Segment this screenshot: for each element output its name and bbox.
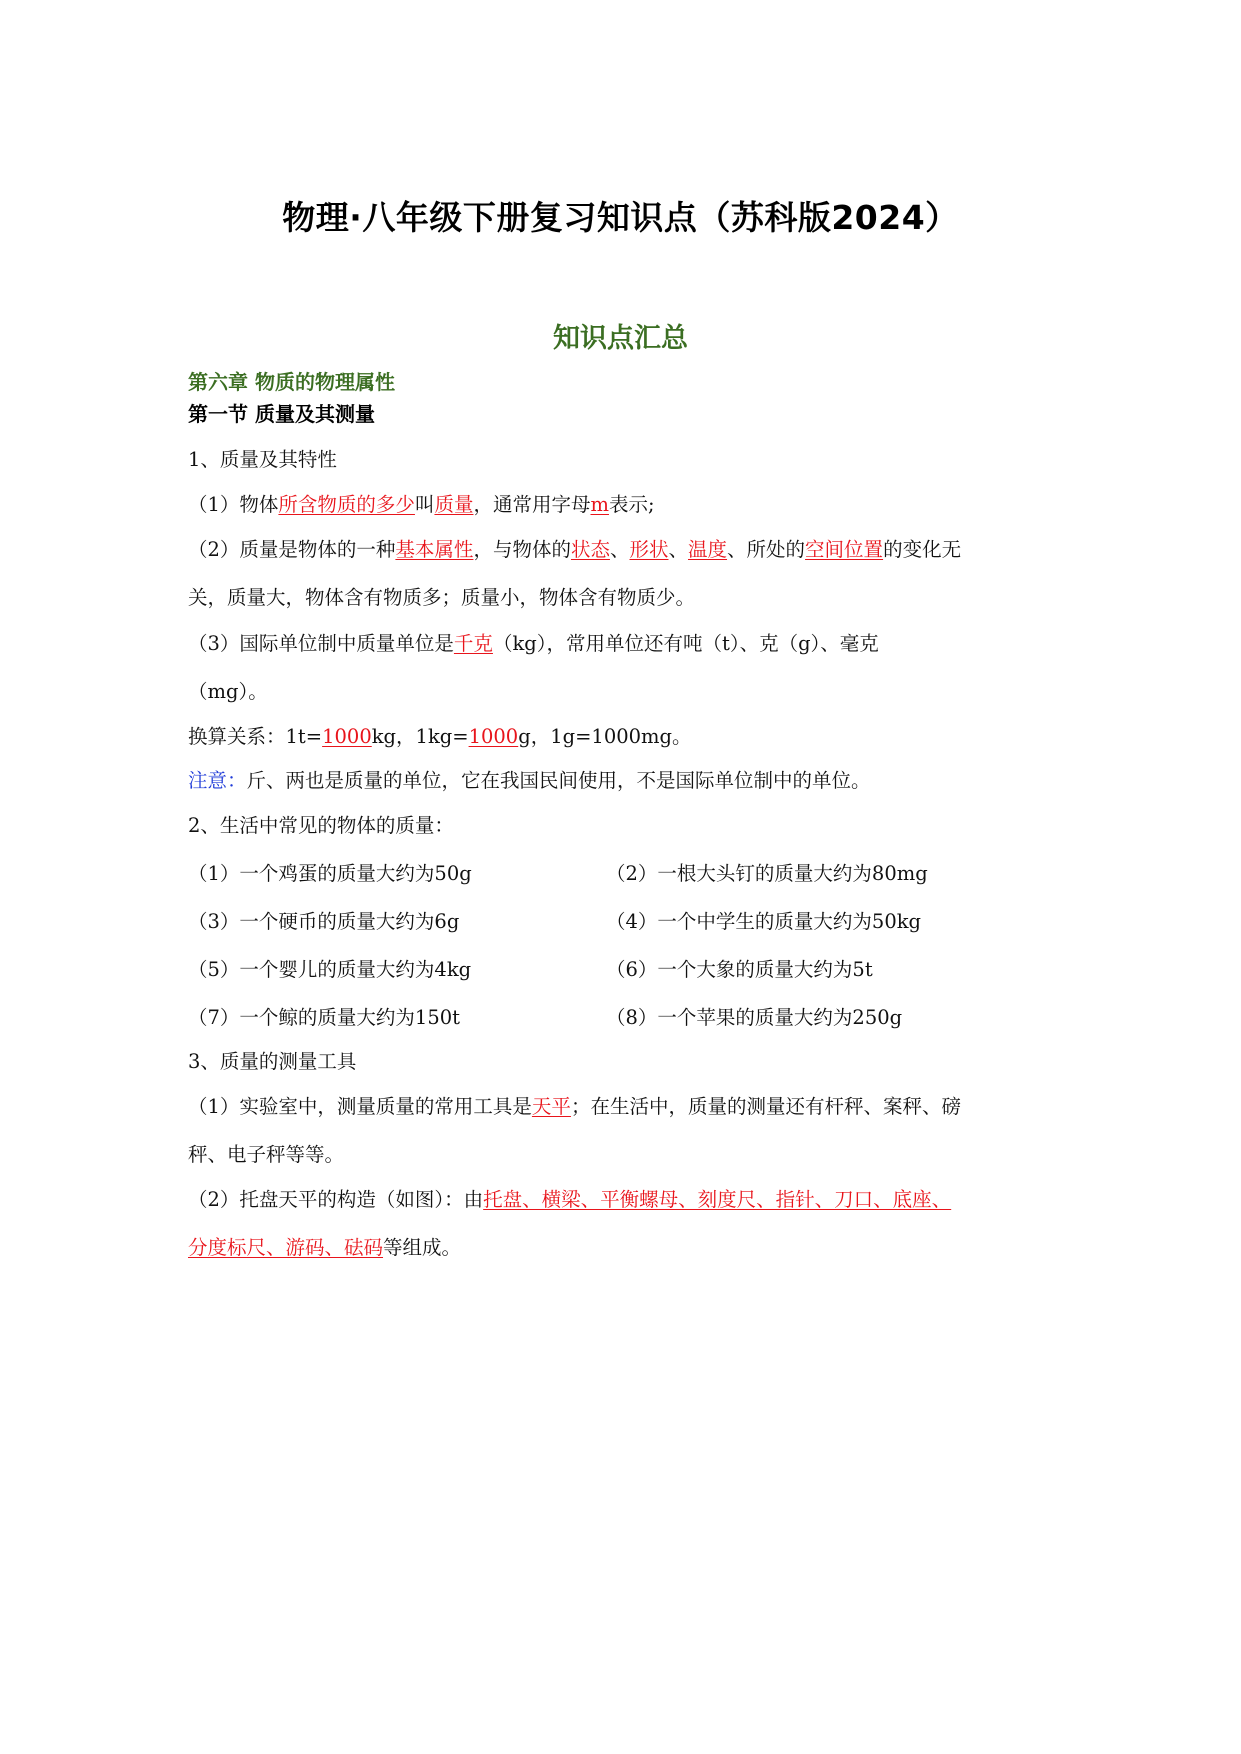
text: （kg），常用单位还有吨（t）、克（g）、毫克 bbox=[492, 632, 879, 655]
key-term: 千克 bbox=[453, 632, 493, 655]
text: kg，1kg= bbox=[371, 725, 469, 748]
text: 、 bbox=[609, 538, 630, 561]
key-term: 温度 bbox=[688, 538, 728, 561]
text: ，通常用字母 bbox=[473, 493, 591, 516]
document-subtitle: 知识点汇总 bbox=[553, 323, 688, 354]
mass-item: （4）一个中学生的质量大约为50kg bbox=[606, 910, 922, 933]
text: （2）托盘天平的构造（如图）：由 bbox=[188, 1188, 484, 1211]
key-term: 1000 bbox=[468, 725, 519, 748]
mass-item: （8）一个苹果的质量大约为250g bbox=[606, 1006, 903, 1029]
document-title: 物理·八年级下册复习知识点（苏科版2024） bbox=[282, 198, 959, 237]
key-term: 形状 bbox=[629, 538, 669, 561]
key-term: 基本属性 bbox=[395, 538, 474, 561]
text: （2）质量是物体的一种 bbox=[188, 538, 396, 561]
text: （1）物体 bbox=[188, 493, 279, 516]
key-term: 状态 bbox=[570, 538, 610, 561]
mass-item: （5）一个婴儿的质量大约为4kg bbox=[188, 958, 472, 981]
point-3-line-2 bbox=[188, 1190, 951, 1210]
point-1-line-2-cont: 关，质量大，物体含有物质多；质量小，物体含有物质少。 bbox=[188, 586, 696, 609]
note-text: 斤、两也是质量的单位，它在我国民间使用，不是国际单位制中的单位。 bbox=[246, 769, 871, 792]
text: g，1g=1000mg。 bbox=[518, 725, 692, 748]
text: 的变化无 bbox=[883, 538, 962, 561]
point-1-line-2 bbox=[188, 540, 961, 560]
point-1-line-1 bbox=[188, 495, 655, 515]
point-1-heading: 1、质量及其特性 bbox=[188, 448, 337, 471]
mass-item: （3）一个硬币的质量大约为6g bbox=[188, 910, 460, 933]
section-heading: 第一节 质量及其测量 bbox=[188, 402, 375, 426]
key-term: 空间位置 bbox=[805, 538, 884, 561]
point-2-heading: 2、生活中常见的物体的质量： bbox=[188, 814, 454, 837]
key-term: 托盘、横梁、平衡螺母、刻度尺、指针、刀口、底座、 bbox=[483, 1188, 952, 1211]
point-3-heading: 3、质量的测量工具 bbox=[188, 1050, 357, 1073]
text: 表示; bbox=[608, 493, 655, 516]
conversion-line bbox=[188, 727, 692, 747]
text: 换算关系：1t= bbox=[188, 725, 323, 748]
text: 等组成。 bbox=[383, 1236, 462, 1259]
text: （3）国际单位制中质量单位是 bbox=[188, 632, 454, 655]
text: ；在生活中，质量的测量还有杆秤、案秤、磅 bbox=[570, 1095, 961, 1118]
key-term: 1000 bbox=[322, 725, 372, 748]
point-3-line-1-cont: 秤、电子秤等等。 bbox=[188, 1143, 345, 1166]
text: 、 bbox=[668, 538, 689, 561]
key-term: 质量 bbox=[434, 493, 474, 516]
mass-item: （7）一个鲸的质量大约为150t bbox=[188, 1006, 460, 1029]
key-term: 所含物质的多少 bbox=[278, 493, 415, 516]
note-label: 注意： bbox=[188, 769, 247, 792]
note-line bbox=[188, 771, 871, 791]
mass-item: （6）一个大象的质量大约为5t bbox=[606, 958, 873, 981]
point-3-line-2-cont bbox=[188, 1238, 461, 1258]
text: 、所处的 bbox=[727, 538, 806, 561]
text: （1）实验室中，测量质量的常用工具是 bbox=[188, 1095, 532, 1118]
key-term: 天平 bbox=[531, 1095, 571, 1118]
point-1-line-3-cont: （mg）。 bbox=[188, 680, 268, 703]
mass-item: （1）一个鸡蛋的质量大约为50g bbox=[188, 862, 472, 885]
mass-item: （2）一根大头钉的质量大约为80mg bbox=[606, 862, 928, 885]
chapter-heading: 第六章 物质的物理属性 bbox=[188, 370, 395, 394]
key-term: 分度标尺、游码、砝码 bbox=[188, 1236, 384, 1259]
point-3-line-1 bbox=[188, 1097, 961, 1117]
text: 叫 bbox=[414, 493, 435, 516]
point-1-line-3 bbox=[188, 634, 879, 654]
text: ，与物体的 bbox=[473, 538, 571, 561]
key-term: m bbox=[590, 493, 609, 516]
